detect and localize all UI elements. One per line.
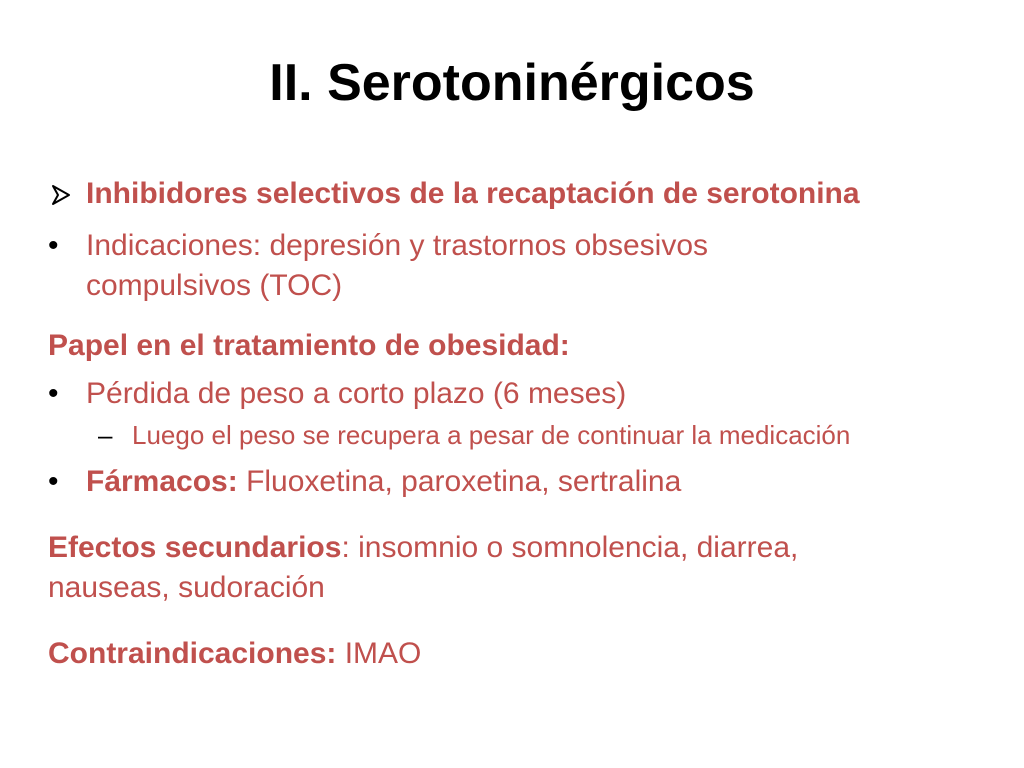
side-effects-text-line2: nauseas, sudoración	[48, 571, 325, 604]
ssri-heading-text: Inhibidores selectivos de la recaptación de serotonina	[86, 177, 860, 210]
side-effects-text-line1: : insomnio o somnolencia, diarrea,	[341, 531, 799, 564]
side-effects-block	[48, 528, 998, 608]
drugs-item	[48, 462, 998, 502]
ssri-heading-item	[48, 174, 998, 214]
drugs-label: Fármacos:	[86, 465, 238, 498]
bullet-marker: •	[48, 377, 59, 410]
weight-loss-text: Pérdida de peso a corto plazo (6 meses)	[86, 377, 627, 410]
weight-regain-text: Luego el peso se recupera a pesar de continuar la medicación	[132, 420, 851, 450]
contraindications-block	[48, 634, 998, 674]
slide-title: II. Serotoninérgicos	[269, 54, 755, 112]
contraindications-value: IMAO	[336, 637, 422, 670]
contraindications-label: Contraindicaciones:	[48, 637, 337, 670]
drugs-list: Fluoxetina, paroxetina, sertralina	[237, 465, 682, 498]
weight-regain-item	[48, 418, 998, 452]
arrow-bullet-icon	[50, 184, 72, 206]
slide-content	[48, 174, 998, 674]
bullet-marker: •	[48, 465, 59, 498]
indications-item	[48, 226, 998, 306]
weight-loss-item	[48, 374, 998, 414]
indications-text-line1: Indicaciones: depresión y trastornos obsesivos	[86, 229, 709, 262]
role-heading: Papel en el tratamiento de obesidad:	[48, 329, 570, 362]
indications-text-line2: compulsivos (TOC)	[86, 269, 343, 302]
bullet-marker: •	[48, 229, 59, 262]
side-effects-label: Efectos secundarios	[48, 531, 342, 564]
dash-marker: –	[98, 420, 113, 450]
